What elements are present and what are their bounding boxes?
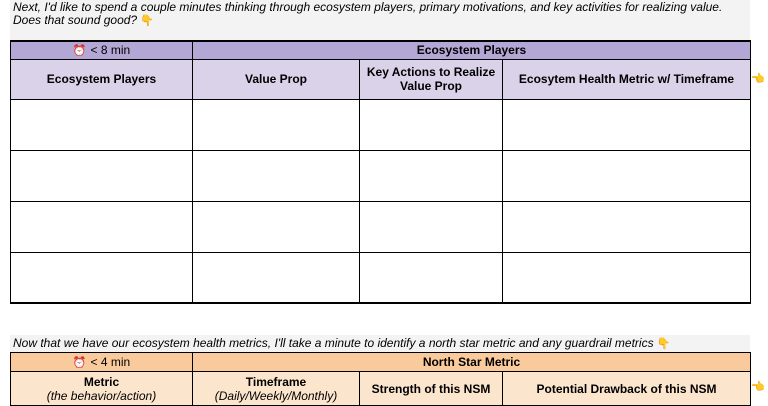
table-cell[interactable] <box>360 150 503 201</box>
header-metric <box>11 372 193 406</box>
table-cell[interactable] <box>503 150 751 201</box>
pointing-left-icon: 👈 <box>751 381 765 393</box>
table-cell[interactable] <box>11 150 193 201</box>
pointing-down-icon: 👇 <box>656 338 671 350</box>
header-timeframe-label: Timeframe <box>245 374 307 389</box>
table-cell[interactable] <box>503 252 751 303</box>
table-row <box>11 201 751 252</box>
pointing-left-icon: 👈 <box>751 73 765 85</box>
table-cell[interactable] <box>503 99 751 150</box>
table-cell[interactable] <box>503 201 751 252</box>
header-metric-label: Metric <box>83 374 120 389</box>
timer-label: < 8 min <box>90 43 131 58</box>
table-cell[interactable] <box>193 99 360 150</box>
header-metric-sub: (the behavior/action) <box>46 388 157 403</box>
header-strength: Strength of this NSM <box>360 372 503 406</box>
ecosystem-table-title: Ecosystem Players <box>193 41 751 59</box>
table-cell[interactable] <box>11 252 193 303</box>
alarm-clock-icon: ⏰ <box>72 357 87 369</box>
header-health-metric: Ecosytem Health Metric w/ Timeframe <box>503 59 751 99</box>
timer-label: < 4 min <box>90 355 131 369</box>
header-ecosystem-players: Ecosystem Players <box>11 59 193 99</box>
intro-text: Now that we have our ecosystem health metrics, I'll take a minute to identify a north star metric and any guardrail metrics <box>13 336 654 350</box>
north-star-table <box>10 352 751 406</box>
nsm-table-title: North Star Metric <box>193 353 751 372</box>
header-timeframe <box>193 372 360 406</box>
table-cell[interactable] <box>11 99 193 150</box>
header-timeframe-sub: (Daily/Weekly/Monthly) <box>214 388 338 403</box>
ecosystem-timer <box>11 41 193 59</box>
table-cell[interactable] <box>193 150 360 201</box>
table-cell[interactable] <box>360 99 503 150</box>
intro-text: Next, I'd like to spend a couple minutes thinking through ecosystem players, primary motivations, and key activities for realizing value. Does that sound good? <box>13 0 723 27</box>
alarm-clock-icon: ⏰ <box>72 45 87 58</box>
header-key-actions: Key Actions to Realize Value Prop <box>360 59 503 99</box>
table-cell[interactable] <box>193 252 360 303</box>
table-cell[interactable] <box>193 201 360 252</box>
intro-prompt-nsm <box>10 335 750 352</box>
table-row <box>11 99 751 150</box>
table-cell[interactable] <box>360 252 503 303</box>
header-drawback: Potential Drawback of this NSM <box>503 372 751 406</box>
ecosystem-table <box>10 40 751 304</box>
intro-prompt-ecosystem <box>10 0 750 40</box>
table-row <box>11 150 751 201</box>
table-cell[interactable] <box>11 201 193 252</box>
table-cell[interactable] <box>360 201 503 252</box>
pointing-down-icon: 👇 <box>140 15 154 27</box>
header-value-prop: Value Prop <box>193 59 360 99</box>
table-row <box>11 252 751 303</box>
nsm-timer <box>11 353 193 372</box>
